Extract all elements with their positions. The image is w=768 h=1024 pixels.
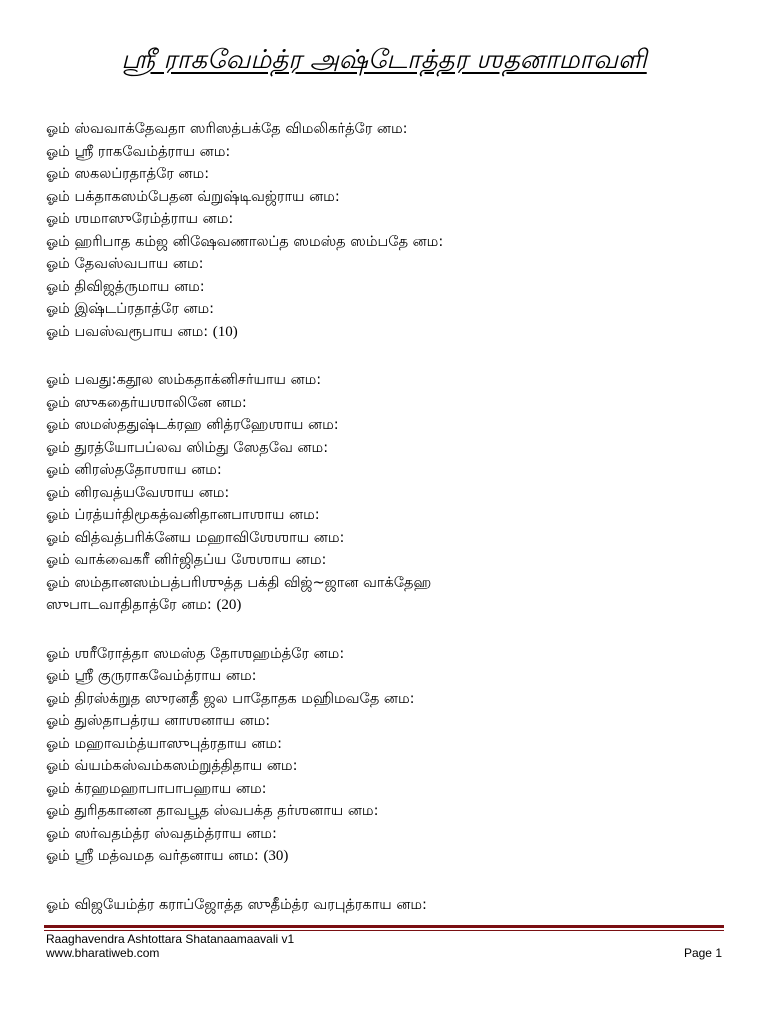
verse-line: ஓம் வ்யம்கஸ்வம்கஸம்றுத்திதாய னம:	[46, 758, 298, 774]
verse-count: (10)	[212, 323, 238, 340]
verse-line: ஓம் வித்வத்பரிக்னேய மஹாவிஶேஶாய னம:	[46, 529, 345, 546]
verse-line: ஓம் னிரஸ்ததோஶாய னம:	[46, 462, 222, 478]
footer-website: www.bharatiweb.com	[46, 946, 160, 960]
verse-line: ஓம் ஸ்ரீ ராகவேம்த்ராய னம:	[46, 143, 231, 160]
verse-line: ஓம் பவது:கதூல ஸம்கதாக்னிசர்யாய னம:	[46, 372, 322, 388]
verse-line: ஓம் வாக்வைகரீ னிர்ஜிதப்ய ஶேஶாய னம:	[46, 552, 327, 568]
verse-line: ஓம் க்ரஹமஹாபாபாபஹாய னம:	[46, 780, 267, 797]
verse-count: (20)	[216, 597, 242, 613]
verse-line: ஓம் ஸம்தானஸம்பத்பரிஶுத்த பக்தி விஜ்~ஜான வாக்தேஹ	[46, 574, 432, 591]
verse-line: ஓம் திவிஜத்ருமாய னம:	[46, 278, 205, 295]
verse-line: ஓம் ஸகலப்ரதாத்ரே னம:	[46, 166, 210, 182]
verse-line: ஓம் ஹரிபாத கம்ஜ னிஷேவணாலப்த ஸமஸ்த ஸம்பதே னம:	[46, 233, 444, 250]
verse-text: ஓம் ஸ்ரீ மத்வமத வர்தனாய னம:	[46, 848, 259, 864]
verse-line: ஓம் ப்ரத்யர்திமூகத்வனிதானபாஶாய னம:	[46, 507, 320, 523]
verse-text: ஸுபாடவாதிதாத்ரே னம:	[46, 597, 212, 613]
footer-divider	[44, 925, 724, 928]
verse-line: ஓம் ஸர்வதம்த்ர ஸ்வதம்த்ராய னம:	[46, 825, 277, 842]
page-title: ஸ்ரீ ராகவேம்த்ர அஷ்டோத்தர ஶதனாமாவளி	[121, 45, 647, 75]
verse-count: (30)	[263, 848, 289, 864]
stanza-3	[46, 643, 746, 868]
verse-line: ஓம் பக்தாகஸம்பேதன வ்றுஷ்டிவஜ்ராய னம:	[46, 188, 340, 205]
stanza-2	[46, 369, 746, 617]
verse-line: ஓம் தேவஸ்வபாய னம:	[46, 256, 204, 272]
verse-line-final	[46, 845, 746, 868]
verse-line-final	[46, 594, 746, 617]
verse-line: ஓம் ஶரீரோத்தா ஸமஸ்த தோஶஹம்த்ரே னம:	[46, 645, 345, 662]
verse-line: ஓம் ஶமாஸுரேம்த்ராய னம:	[46, 211, 234, 227]
verse-line: ஓம் விஜயேம்த்ர கராப்ஜோத்த ஸுதீம்த்ர வரபுத்ரகாய னம:	[46, 896, 427, 913]
verse-line: ஓம் இஷ்டப்ரதாத்ரே னம:	[46, 301, 215, 317]
verse-line: ஓம் னிரவத்யவேஶாய னம:	[46, 484, 230, 501]
verse-line-final	[46, 321, 746, 344]
verse-line: ஓம் மஹாவம்த்யாஸுபுத்ரதாய னம:	[46, 735, 282, 752]
footer-doc-title: Raaghavendra Ashtottara Shatanaamaavali v1	[46, 932, 295, 946]
verse-line: ஓம் ஸ்வவாக்தேவதா ஸரிஸத்பக்தே விமலிகர்த்ரே னம:	[46, 121, 408, 137]
page-number: Page 1	[683, 946, 722, 960]
verse-line: ஓம் ஸுகதைர்யஶாலினே னம:	[46, 394, 247, 411]
document-body	[46, 118, 746, 942]
verse-line: ஓம் துரத்யோபப்லவ ஸிம்து ஸேதவே னம:	[46, 439, 329, 456]
verse-line: ஓம் துரிதகானன தாவபூத ஸ்வபக்த தர்ஶனாய னம:	[46, 803, 379, 819]
footer-divider-thin	[44, 930, 724, 931]
verse-text: ஓம் பவஸ்வரூபாய னம:	[46, 323, 209, 340]
verse-line: ஓம் ஸ்ரீ குருராகவேம்த்ராய னம:	[46, 668, 257, 684]
stanza-4	[46, 894, 746, 917]
verse-line: ஓம் ஸமஸ்ததுஷ்டக்ரஹ னித்ரஹேஶாய னம:	[46, 417, 339, 433]
stanza-1	[46, 118, 746, 343]
verse-line: ஓம் திரஸ்க்றுத ஸுரனதீ ஜல பாதோதக மஹிமவதே னம:	[46, 690, 415, 707]
footer-info	[46, 932, 294, 960]
verse-line: ஓம் துஸ்தாபத்ரய னாஶனாய னம:	[46, 713, 271, 729]
